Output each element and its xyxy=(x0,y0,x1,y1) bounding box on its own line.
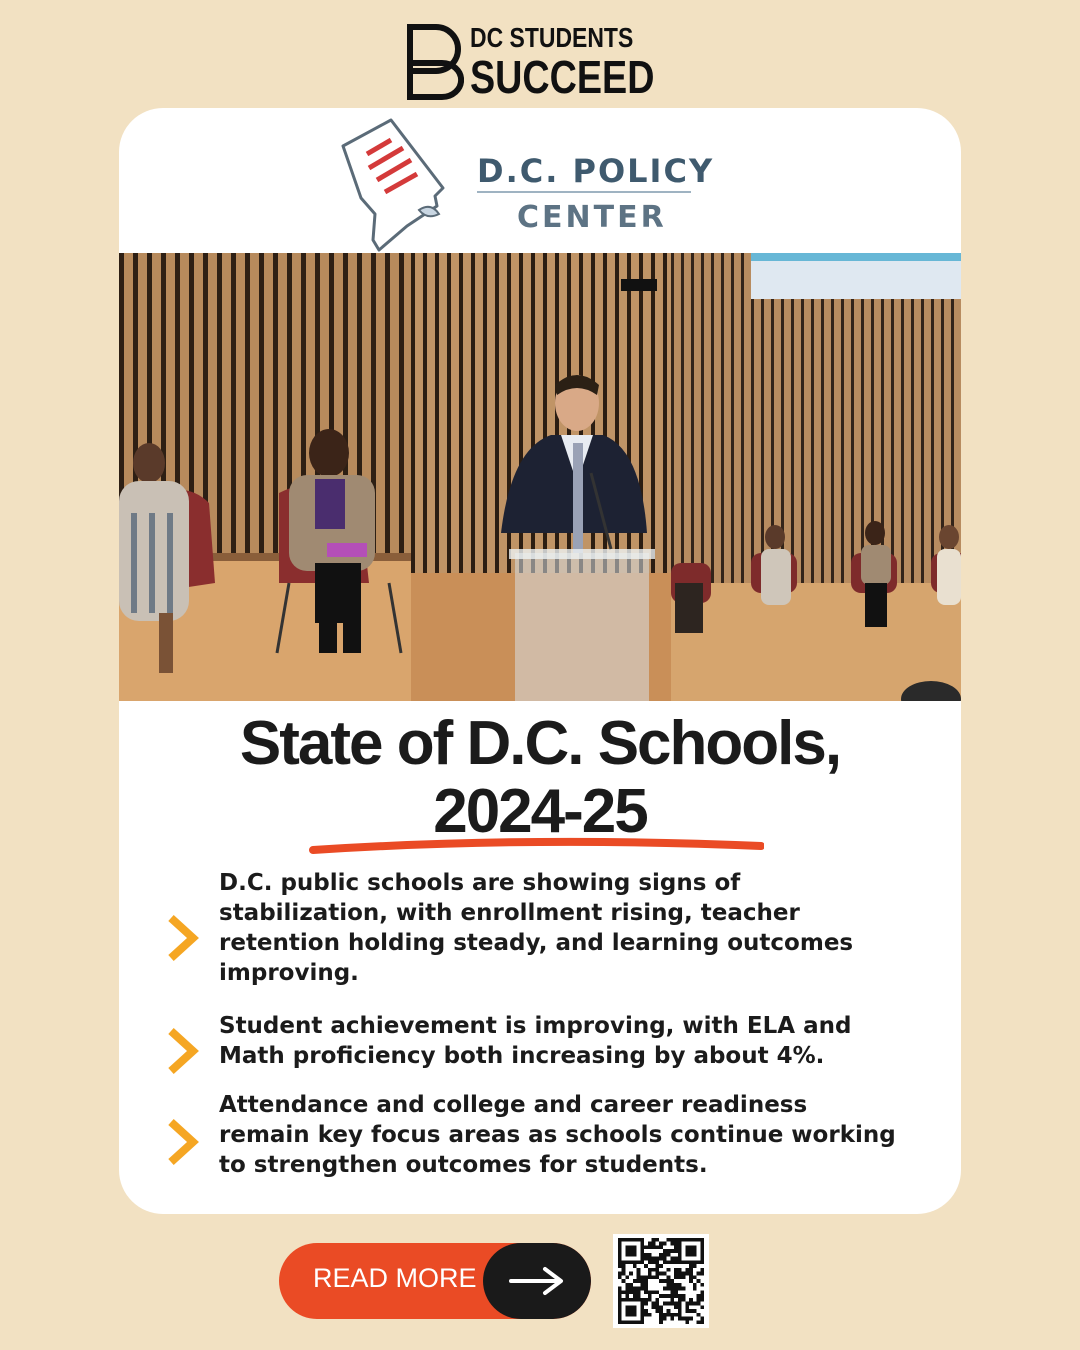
brand-line1: DC STUDENTS xyxy=(470,22,634,53)
headline-line2: 2024-25 xyxy=(433,777,647,846)
chevron-right-icon xyxy=(163,1027,199,1075)
panelists-photo xyxy=(119,253,411,701)
bullet-text: Attendance and college and career readiness remain key focus areas as schools continue working to strengthen outcomes for students. xyxy=(219,1092,896,1178)
chevron-right-icon xyxy=(163,914,199,962)
qr-code-icon xyxy=(613,1234,709,1328)
brand-logo xyxy=(402,22,695,102)
dc-students-succeed-logo-icon xyxy=(402,23,464,101)
read-more-label: READ MORE xyxy=(313,1263,477,1293)
audience-photo xyxy=(671,253,961,701)
headline-underline xyxy=(309,836,764,856)
dc-policy-center-logo xyxy=(339,118,739,254)
chevron-right-icon xyxy=(163,1118,199,1166)
partner-name-line1: D.C. POLICY xyxy=(477,152,715,190)
arrow-right-icon xyxy=(483,1243,591,1319)
speaker-photo xyxy=(411,253,671,701)
bullet-text: D.C. public schools are showing signs of stabilization, with enrollment rising, teacher retention holding steady, and learning outcomes improving. xyxy=(219,870,854,986)
list-item xyxy=(159,1090,939,1190)
event-photo-collage xyxy=(119,253,961,701)
partner-divider xyxy=(477,191,691,193)
policy-document-icon xyxy=(339,118,459,254)
headline-line1: State of D.C. Schools, xyxy=(239,709,841,778)
partner-name-line2: CENTER xyxy=(517,200,667,235)
content-card xyxy=(119,108,961,1214)
qr-code[interactable] xyxy=(613,1234,709,1328)
bullet-text: Student achievement is improving, with ELA and Math proficiency both increasing by about 4%. xyxy=(219,1013,852,1069)
list-item xyxy=(159,1011,939,1081)
read-more-button[interactable] xyxy=(279,1243,591,1319)
list-item xyxy=(159,868,939,998)
brand-line2: SUCCEED xyxy=(470,51,655,103)
